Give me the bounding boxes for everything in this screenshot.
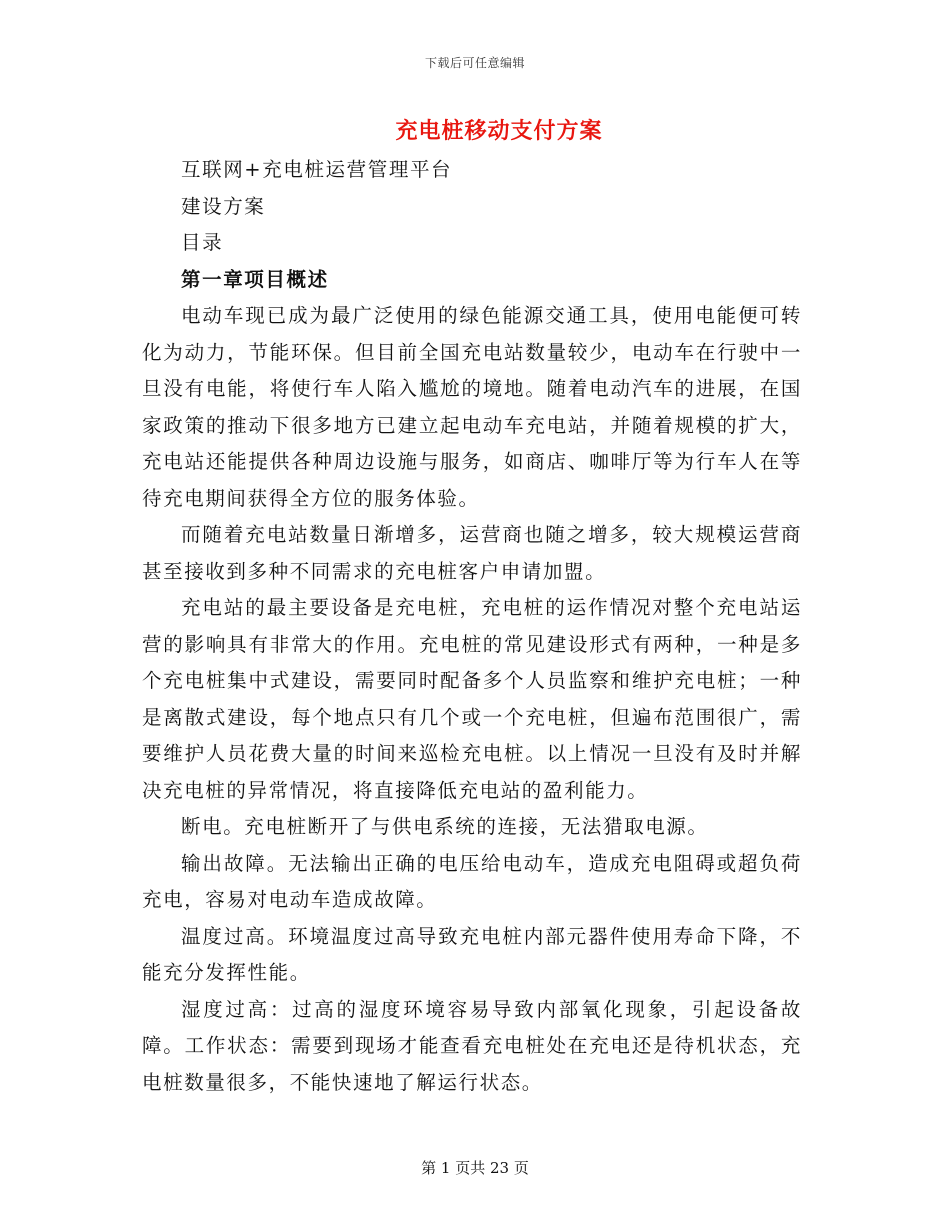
subtitle-line-toc: 目录 (181, 231, 224, 254)
body-paragraph: 湿度过高：过高的湿度环境容易导致内部氧化现象，引起设备故障。工作状态：需要到现场才能查看充电桩处在充电还是待机状态，充电桩数量很多，不能快速地了解运行状态。 (142, 997, 802, 1094)
chapter-heading: 第一章项目概述 (181, 267, 329, 291)
body-paragraph: 输出故障。无法输出正确的电压给电动车，造成充电阻碍或超负荷充电，容易对电动车造成故障。 (142, 851, 802, 911)
document-title: 充电桩移动支付方案 (395, 118, 603, 144)
body-paragraph: 电动车现已成为最广泛使用的绿色能源交通工具，使用电能便可转化为动力，节能环保。但目前全国充电站数量较少，电动车在行驶中一旦没有电能，将使行车人陷入尴尬的境地。随着电动汽车的进展，在国家政策的推动下很多地方已建立起电动车充电站，并随着规模的扩大，充电站还能提供各种周边设施与服务，如商店、咖啡厅等为行车人在等待充电期间获得全方位的服务体验。 (142, 304, 802, 510)
page-number-footer: 第 1 页共 23 页 (421, 1159, 529, 1177)
document-body (142, 152, 802, 1101)
subtitle-line-plan: 建设方案 (181, 194, 266, 218)
body-paragraph: 而随着充电站数量日渐增多，运营商也随之增多，较大规模运营商甚至接收到多种不同需求的充电桩客户申请加盟。 (142, 523, 802, 583)
header-note: 下载后可任意编辑 (424, 56, 525, 70)
subtitle-line-platform: 互联网+充电桩运营管理平台 (181, 158, 453, 181)
body-paragraph: 断电。充电桩断开了与供电系统的连接，无法猎取电源。 (181, 815, 709, 838)
body-paragraph: 充电站的最主要设备是充电桩，充电桩的运作情况对整个充电站运营的影响具有非常大的作用。充电桩的常见建设形式有两种，一种是多个充电桩集中式建设，需要同时配备多个人员监察和维护充电桩；一种是离散式建设，每个地点只有几个或一个充电桩，但遍布范围很广，需要维护人员花费大量的时间来巡检充电桩。以上情况一旦没有及时并解决充电桩的异常情况，将直接降低充电站的盈利能力。 (142, 596, 802, 802)
body-paragraph: 温度过高。环境温度过高导致充电桩内部元器件使用寿命下降，不能充分发挥性能。 (142, 924, 802, 984)
